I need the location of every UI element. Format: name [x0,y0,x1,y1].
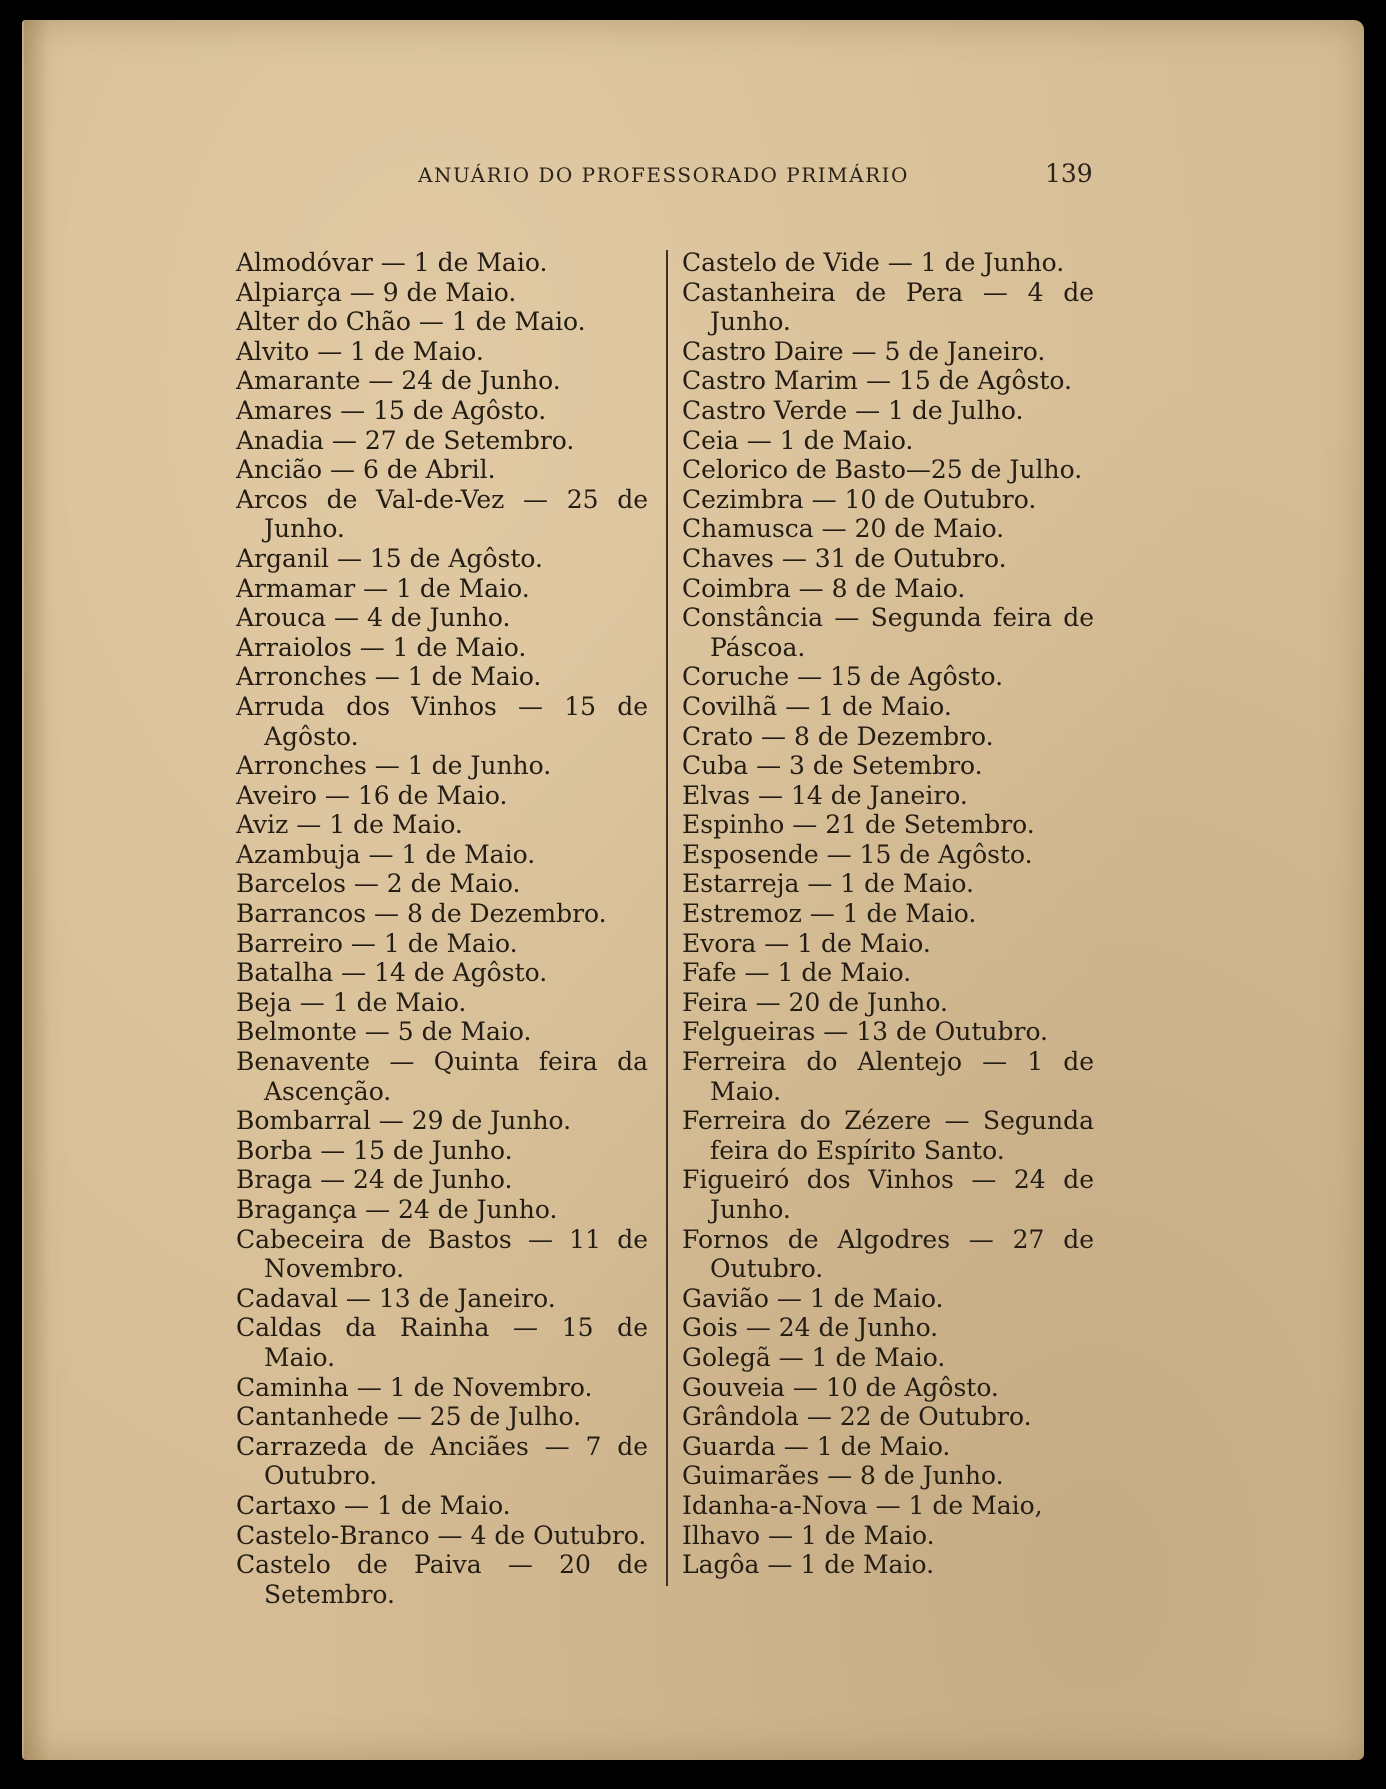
holiday-entry: Esposende — 15 de Agôsto. [682,839,1033,869]
holiday-entry: Ilhavo — 1 de Maio. [682,1520,935,1550]
holiday-entry: Barcelos — 2 de Maio. [236,869,521,899]
holiday-entry: Borba — 15 de Junho. [236,1135,513,1165]
holiday-entry: Evora — 1 de Maio. [682,928,931,958]
holiday-entry: Celorico de Basto—25 de Julho. [682,455,1083,485]
holiday-entry: Barrancos — 8 de Dezembro. [236,899,607,929]
holiday-entry: Arronches — 1 de Junho. [236,751,552,781]
holiday-entry: Aviz — 1 de Maio. [236,810,463,840]
holiday-entry: Elvas — 14 de Janeiro. [682,780,968,810]
holiday-entry: Armamar — 1 de Maio. [236,573,530,603]
holiday-entry: Arraiolos — 1 de Maio. [236,632,527,662]
holiday-entry: Cuba — 3 de Setembro. [682,751,983,781]
holiday-entry: Braga — 24 de Junho. [236,1165,513,1195]
holiday-entry: Cantanhede — 25 de Julho. [236,1402,582,1432]
holiday-entry: Benavente — Quinta feira da Ascenção. [236,1047,648,1106]
column-divider [666,250,668,1586]
holiday-entry: Arcos de Val-de-Vez — 25 de Junho. [236,484,648,544]
holiday-entry: Feira — 20 de Junho. [682,987,948,1017]
holiday-entry: Arganil — 15 de Agôsto. [236,543,543,573]
holiday-entry: Aveiro — 16 de Maio. [236,780,508,810]
holiday-entry: Castro Daire — 5 de Janeiro. [682,336,1046,366]
holiday-entry: Fornos de Algodres — 27 de Outubro. [682,1224,1094,1284]
holiday-entry: Crato — 8 de Dezembro. [682,721,994,751]
holiday-entry: Castro Marim — 15 de Agôsto. [682,366,1072,396]
holiday-entry: Guimarães — 8 de Junho. [682,1461,1004,1491]
holiday-entry: Azambuja — 1 de Maio. [236,839,536,869]
holiday-entry: Almodóvar — 1 de Maio. [236,248,548,277]
holiday-entry: Alvito — 1 de Maio. [236,336,484,366]
holiday-entry: Castro Verde — 1 de Julho. [682,395,1024,425]
holiday-entry: Golegã — 1 de Maio. [682,1342,946,1372]
holiday-entry: Coruche — 15 de Agôsto. [682,662,1004,692]
holiday-entry: Batalha — 14 de Agôsto. [236,958,548,988]
page-fold-shadow [24,20,50,1760]
holiday-entry: Bombarral — 29 de Junho. [236,1106,572,1136]
holiday-entry: Caldas da Rainha — 15 de Maio. [236,1313,648,1372]
holiday-entry: Gouveia — 10 de Agôsto. [682,1372,999,1402]
holiday-entry: Covilhã — 1 de Maio. [682,691,952,721]
holiday-entry: Bragança — 24 de Junho. [236,1195,558,1224]
holiday-entry: Belmonte — 5 de Maio. [236,1017,532,1047]
holiday-entry: Gois — 24 de Junho. [682,1313,939,1343]
left-column [236,248,648,1609]
holiday-entry: Castanheira de Pera — 4 de Junho. [682,277,1094,337]
holiday-entry: Cadaval — 13 de Janeiro. [236,1283,556,1313]
holiday-entry: Barreiro — 1 de Maio. [236,928,518,958]
holiday-entry: Alpiarça — 9 de Maio. [236,277,517,307]
holiday-entry: Arouca — 4 de Junho. [236,603,511,633]
holiday-entry: Arronches — 1 de Maio. [236,662,542,692]
holiday-entry: Espinho — 21 de Setembro. [682,810,1035,840]
header-title: ANUÁRIO DO PROFESSORADO PRIMÁRIO [418,163,909,187]
holiday-entry: Ceia — 1 de Maio. [682,425,914,455]
holiday-entry: Ancião — 6 de Abril. [236,455,496,485]
holiday-entry: Alter do Chão — 1 de Maio. [236,307,586,337]
page-number: 139 [1045,159,1093,188]
holiday-entry: Amares — 15 de Agôsto. [236,395,547,425]
holiday-entry: Lagôa — 1 de Maio. [682,1550,935,1580]
holiday-entry: Caminha — 1 de Novembro. [236,1372,593,1402]
holiday-entry: Castelo de Vide — 1 de Junho. [682,248,1065,277]
holiday-entry: Chamusca — 20 de Maio. [682,514,1005,544]
holiday-entry: Arruda dos Vinhos — 15 de Agôsto. [236,691,648,751]
holiday-entry: Carrazeda de Anciães — 7 de Outubro. [236,1431,648,1491]
holiday-entry: Castelo-Branco — 4 de Outubro. [236,1520,647,1550]
holiday-entry: Idanha-a-Nova — 1 de Maio, [682,1490,1043,1520]
holiday-entry: Cabeceira de Bastos — 11 de Novembro. [236,1224,648,1284]
running-header [0,159,1386,193]
holiday-entry: Castelo de Paiva — 20 de Setembro. [236,1550,648,1609]
holiday-entry: Guarda — 1 de Maio. [682,1431,951,1461]
holiday-entry: Cartaxo — 1 de Maio. [236,1490,511,1520]
holiday-entry: Grândola — 22 de Outubro. [682,1402,1032,1432]
holiday-entry: Constância — Segunda feira de Páscoa. [682,603,1094,662]
holiday-entry: Ferreira do Zézere — Segunda feira do Espírito Santo. [682,1106,1094,1165]
holiday-entry: Cezimbra — 10 de Outubro. [682,484,1037,514]
right-column [682,248,1094,1580]
holiday-entry: Amarante — 24 de Junho. [236,366,561,396]
holiday-entry: Chaves — 31 de Outubro. [682,543,1007,573]
holiday-entry: Figueiró dos Vinhos — 24 de Junho. [682,1165,1094,1224]
holiday-entry: Estarreja — 1 de Maio. [682,869,974,899]
holiday-entry: Gavião — 1 de Maio. [682,1283,944,1313]
holiday-entry: Coimbra — 8 de Maio. [682,573,966,603]
holiday-entry: Beja — 1 de Maio. [236,987,467,1017]
holiday-entry: Anadia — 27 de Setembro. [236,425,575,455]
holiday-entry: Felgueiras — 13 de Outubro. [682,1017,1049,1047]
holiday-entry: Ferreira do Alentejo — 1 de Maio. [682,1047,1094,1106]
holiday-entry: Fafe — 1 de Maio. [682,958,912,988]
holiday-entry: Estremoz — 1 de Maio. [682,899,977,929]
